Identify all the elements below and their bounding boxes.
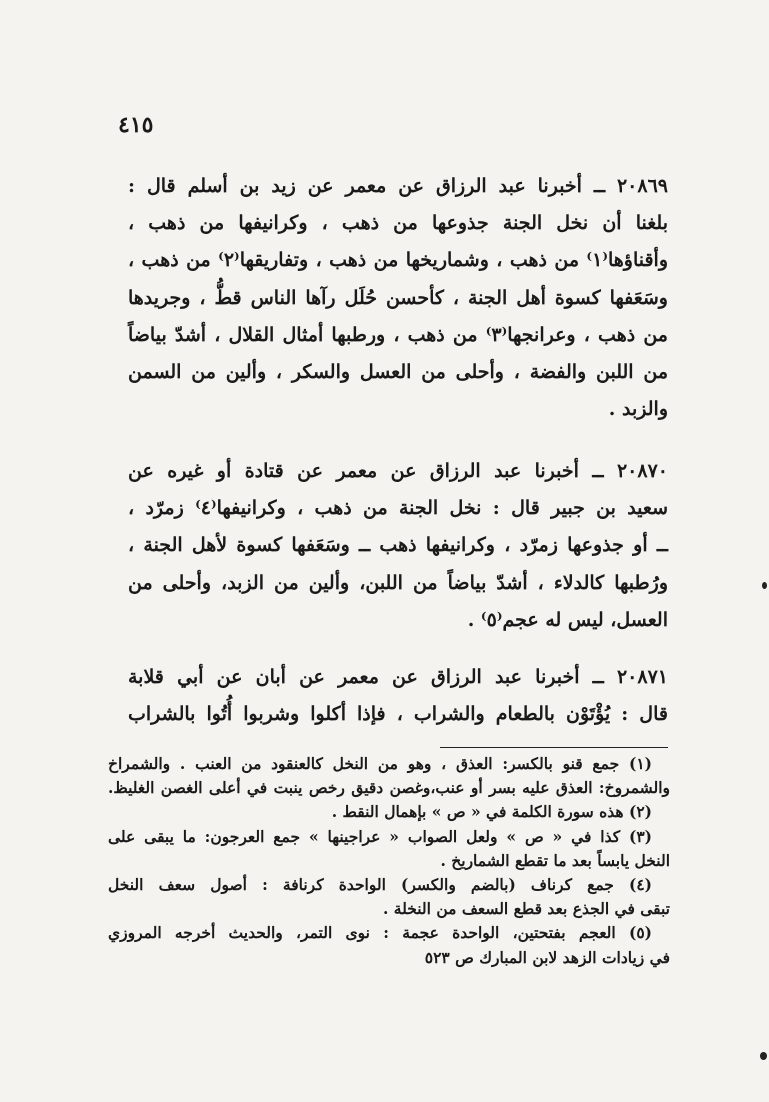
footnote-line: (٥) العجم بفتحتين، الواحدة عجمة : نوى التمر، والحديث أخرجه المروزي xyxy=(108,923,652,943)
text-line: ٢٠٨٧٠ ــ أخبرنا عبد الرزاق عن معمر عن قتادة أو غيره عن xyxy=(128,460,668,482)
footnote-line: (٤) جمع كرناف (بالضم والكسر) الواحدة كرنافة : أصول سعف النخل xyxy=(108,874,652,894)
footnote-4 xyxy=(108,873,670,921)
text-line: قال : يُؤْتَوْن بالطعام والشراب ، فإذا أكلوا وشربوا أُتُوا بالشراب xyxy=(128,703,668,726)
text-line: سعيد بن جبير قال : نخل الجنة من ذهب ، وكرانيفها⁽٤⁾ زمرّد ، xyxy=(128,497,668,520)
text-line: العسل، ليس له عجم⁽٥⁾ . xyxy=(467,608,668,631)
text-line: ورُطبها كالدلاء ، أشدّ بياضاً من اللبن، وألين من الزبد، وأحلى من xyxy=(128,571,668,594)
text-line: ٢٠٨٦٩ ــ أخبرنا عبد الرزاق عن معمر عن زيد بن أسلم قال : xyxy=(128,175,668,197)
text-line: بلغنا أن نخل الجنة جذوعها من ذهب ، وكرانيفها من ذهب ، xyxy=(128,212,668,235)
text-line: من ذهب ، وعرانجها⁽٣⁾ من ذهب ، ورطبها أمثال القلال ، أشدّ بياضاً xyxy=(128,323,668,346)
footnote-2 xyxy=(108,800,670,824)
footnote-line: (١) جمع قنو بالكسر: العذق ، وهو من النخل كالعنقود من العنب . والشمراخ xyxy=(108,754,652,773)
text-line: وسَعَفها كسوة أهل الجنة ، كأحسن حُلَل رآها الناس قطُّ ، وجريدها xyxy=(128,286,668,309)
text-line: وأقناؤها⁽١⁾ من ذهب ، وشماريخها من ذهب ، وتفاريقها⁽٢⁾ من ذهب ، xyxy=(128,249,669,272)
footnote-5 xyxy=(108,921,670,969)
footnote-line: (٣) كذا في « ص » ولعل الصواب « عراجينها » جمع العرجون: ما يبقى على xyxy=(108,826,652,846)
footnote-divider xyxy=(440,747,668,748)
scan-speck xyxy=(760,1052,767,1060)
footnote-line: تبقى في الجذع بعد قطع السعف من النخلة . xyxy=(383,899,670,919)
text-line: من اللبن والفضة ، وأحلى من العسل والسكر ، وألين من السمن xyxy=(128,360,668,383)
footnote-1 xyxy=(108,752,670,800)
footnote-line: في زيادات الزهد لابن المبارك ص ٥٢٣ xyxy=(424,947,670,967)
page-number: ٤١٥ xyxy=(118,112,154,138)
text-line: والزبد . xyxy=(608,398,668,421)
hadith-20871 xyxy=(128,659,668,733)
hadith-20869 xyxy=(128,168,668,428)
hadith-20870 xyxy=(128,453,668,639)
footnote-line: والشمروخ: العذق عليه بسر أو عنب،وغصن دقيق رخص ينبت في أعلى الغصن الغليظ. xyxy=(108,778,670,798)
text-line: ــ أو جذوعها زمرّد ، وكرانيفها ذهب ــ وسَعَفها كسوة لأهل الجنة ، xyxy=(128,534,668,557)
footnote-line: (٢) هذه سورة الكلمة في « ص » بإهمال النقط . xyxy=(331,802,652,822)
footnotes xyxy=(108,752,670,970)
footnote-3 xyxy=(108,825,670,873)
scan-speck xyxy=(762,582,767,589)
text-line: ٢٠٨٧١ ــ أخبرنا عبد الرزاق عن معمر عن أبان عن أبي قلابة xyxy=(128,666,668,688)
footnote-line: النخل يابساً بعد ما تقطع الشماريخ . xyxy=(440,850,670,870)
